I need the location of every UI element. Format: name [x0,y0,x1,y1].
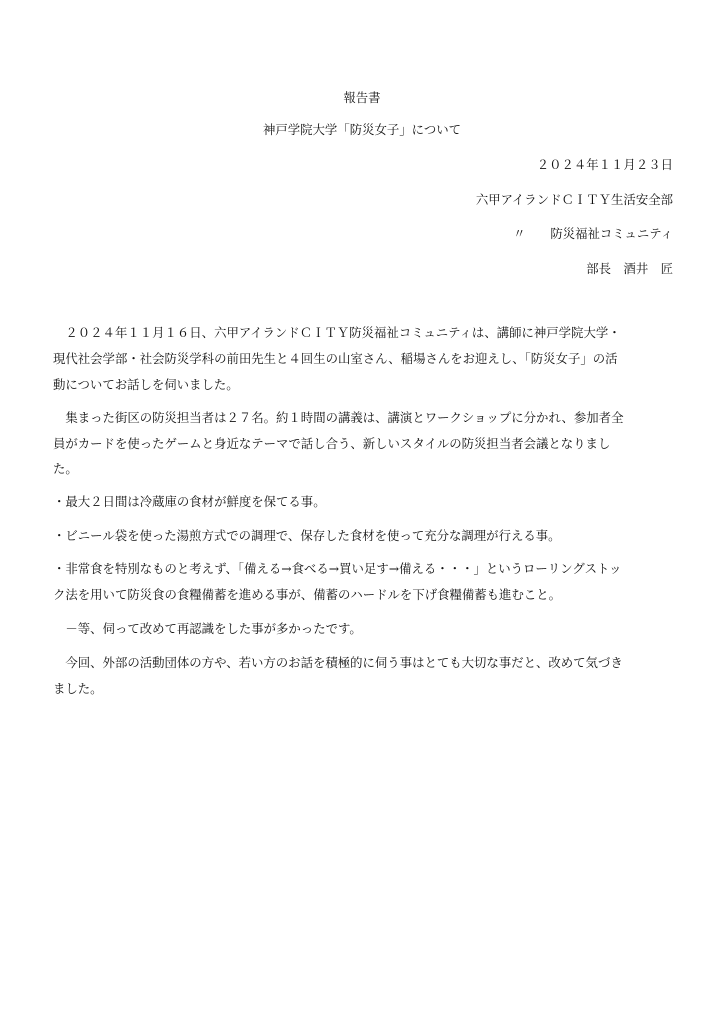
paragraph-2-line-2: 員がカードを使ったゲームと身近なテーマで話し合う、新しいスタイルの防災担当者会議となりまし [53,436,611,451]
report-title: 報告書 [343,90,381,105]
bullet-3-line-2: ク法を用いて防災食の食糧備蓄を進める事が、備蓄のハードルを下げ食糧備蓄も進むこと。 [53,587,562,602]
sender-org: 六甲アイランドＣＩＴＹ生活安全部 [475,192,673,207]
paragraph-2-line-3: た。 [53,461,78,476]
report-date: ２０２４年１１月２３日 [536,157,673,172]
paragraph-1-line-2: 現代社会学部・社会防災学科の前田先生と４回生の山室さん、稲場さんをお迎えし、「防災女子」の活 [53,351,618,366]
paragraph-4-line-1: 今回、外部の活動団体の方や、若い方のお話を積極的に伺う事はとても大切な事だと、改めて気づき [53,655,623,670]
bullet-2: ・ビニール袋を使った湯煎方式での調理で、保存した食材を使って充分な調理が行える事。 [53,528,561,543]
sender-name: 部長 酒井 匠 [586,261,673,276]
paragraph-4-line-2: ました。 [53,681,103,696]
bullet-1: ・最大２日間は冷蔵庫の食材が鮮度を保てる事。 [53,494,326,509]
sender-sub-org: 〃 防災福祉コミュニティ [513,226,673,241]
paragraph-1-line-3: 動についてお話しを伺いました。 [53,377,239,392]
paragraph-3: －等、伺って改めて再認識をした事が多かったです。 [53,621,362,636]
report-subject: 神戸学院大学「防災女子」について [262,122,461,137]
paragraph-2-line-1: 集まった街区の防災担当者は２７名。約１時間の講義は、講演とワークショップに分かれ、参加者全 [53,410,624,425]
bullet-3-line-1: ・非常食を特別なものと考えず、「備える→食べる→買い足す→備える・・・」というローリングストッ [53,561,622,576]
paragraph-1-line-1: ２０２４年１１月１６日、六甲アイランドＣＩＴＹ防災福祉コミュニティは、講師に神戸学院大学・ [53,325,621,340]
